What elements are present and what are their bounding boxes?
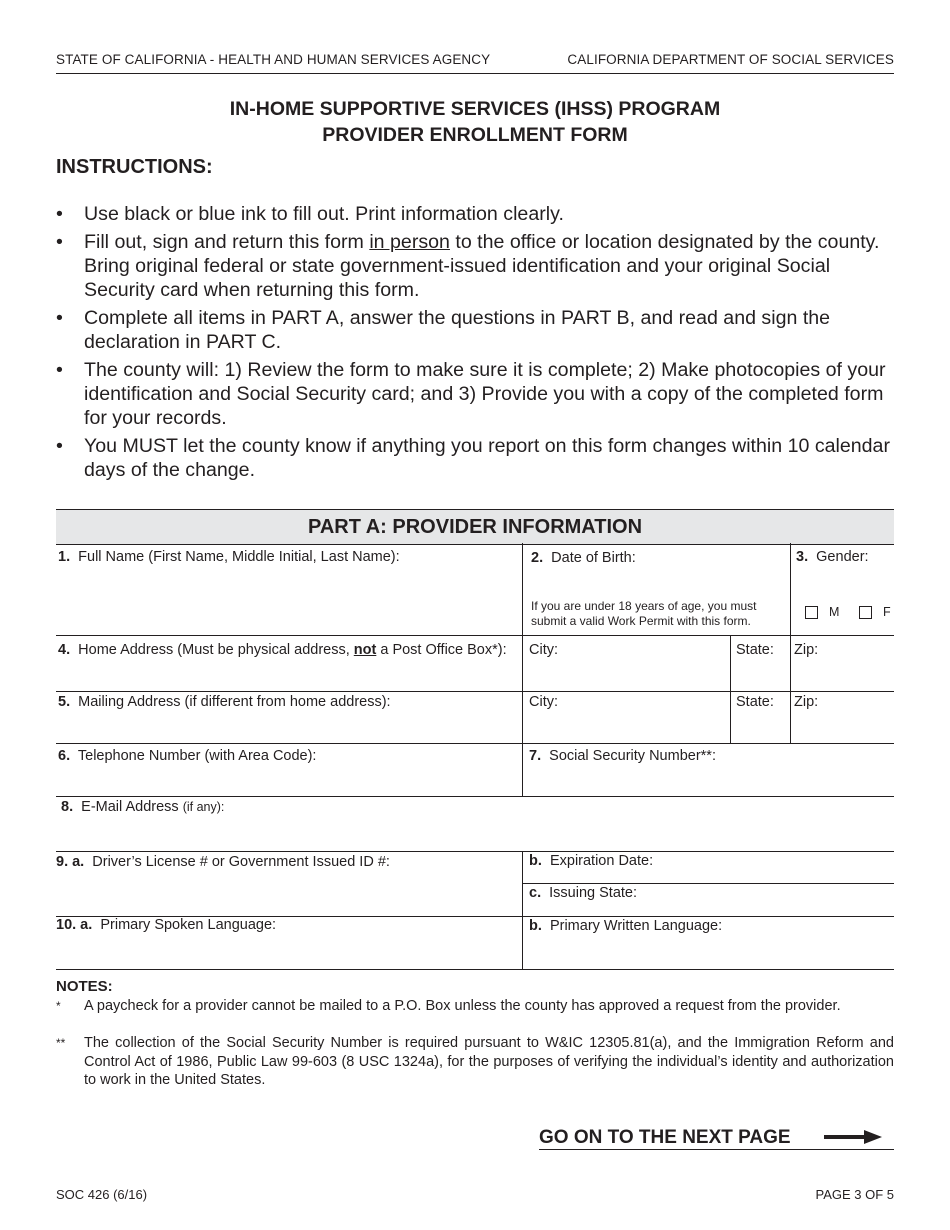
field-number: 6. [58,748,71,764]
field-label: Social Security Number**: [549,748,716,764]
gender-f-label: F [883,605,891,619]
gender-m-label: M [829,605,840,619]
field-label: E-Mail Address [81,799,179,815]
field-label: a Post Office Box*): [376,642,507,658]
field-number: 1. [58,549,71,565]
field-number: 7. [529,748,542,764]
row-divider [56,851,894,852]
form-number: SOC 426 (6/16) [56,1187,148,1202]
note-ssn [56,1034,894,1090]
instruction-text: Complete all items in PART A, answer the questions in PART B, and read and sign the declaration in PART C. [84,307,831,353]
form-title-line-2: PROVIDER ENROLLMENT FORM [322,124,628,146]
gender-field [796,549,869,565]
email-field[interactable] [61,799,224,815]
note-marker: * [56,999,61,1013]
date-of-birth-field[interactable] [531,550,636,566]
field-label: Telephone Number (with Area Code): [77,748,317,764]
field-label: Date of Birth: [551,550,636,566]
column-divider [522,743,523,797]
field-label-emphasis: not [353,642,377,658]
telephone-field[interactable] [58,748,316,764]
row-divider [56,691,894,692]
instruction-text: The county will: 1) Review the form to make sure it is complete; 2) Make photocopies of your identification and Social Security card; and 3) Provide you with a copy of the completed form for your records. [84,359,886,429]
field-number: 3. [796,549,809,565]
field-label: Issuing State: [549,885,638,901]
instruction-item [56,202,896,226]
expiration-date-field[interactable] [529,853,653,869]
field-number: b. [529,853,542,869]
field-number: c. [529,885,542,901]
note-marker: ** [56,1036,66,1050]
column-divider [790,543,791,744]
instruction-text: Fill out, sign and return this form [84,231,370,253]
note-text: A paycheck for a provider cannot be mailed to a P.O. Box unless the county has approved a request from the provider. [84,998,841,1014]
field-label: Expiration Date: [549,853,654,869]
field-label: Driver’s License # or Government Issued ID #: [92,854,390,870]
row-divider [56,796,894,797]
agency-name: STATE OF CALIFORNIA - HEALTH AND HUMAN SERVICES AGENCY [56,52,491,67]
home-zip-field[interactable]: Zip: [794,642,819,658]
form-title-line-1: IN-HOME SUPPORTIVE SERVICES (IHSS) PROGRAM [229,98,721,120]
field-number: 8. [61,799,74,815]
instruction-text: to the office or location designated by the county. Bring original federal or state government-issued identification and your original Social Security card when returning this form. [84,231,880,301]
page-number: PAGE 3 OF 5 [815,1187,894,1202]
row-divider [522,883,894,884]
field-number: 10. a. [56,917,93,933]
field-number: 5. [58,694,71,710]
gender-m-checkbox[interactable] [805,606,818,619]
instruction-item [56,230,896,302]
field-label: Full Name (First Name, Middle Initial, Last Name): [78,549,400,565]
mailing-city-field[interactable]: City: [529,694,558,710]
note-text: The collection of the Social Security Number is required pursuant to W&IC 12305.81(a), and the Immigration Reform and Control Act of 1986, Public Law 99-603 (8 USC 1324a), for the purposes of verifying the individual’s identity and authorization to work in the United States. [84,1035,894,1088]
field-label: Gender: [816,549,869,565]
instruction-item [56,306,896,354]
field-number: 9. a. [56,854,85,870]
instruction-text: Use black or blue ink to fill out. Print information clearly. [84,203,564,225]
instructions-list [56,202,896,486]
column-divider [522,851,523,969]
field-label: Mailing Address (if different from home address): [78,694,391,710]
gender-f-checkbox[interactable] [859,606,872,619]
row-divider [56,635,894,636]
field-label: Primary Spoken Language: [100,917,277,933]
mailing-address-field[interactable] [58,694,391,710]
instruction-text: You MUST let the county know if anything you report on this form changes within 10 calendar days of the change. [84,435,890,481]
field-number: 4. [58,642,71,658]
part-a-heading: PART A: PROVIDER INFORMATION [56,509,894,545]
column-divider [730,635,731,744]
work-permit-note: If you are under 18 years of age, you must submit a valid Work Permit with this form. [531,599,757,628]
row-divider [56,969,894,970]
field-label-note: (if any): [182,800,225,814]
field-label: Home Address (Must be physical address, [78,642,354,658]
instructions-heading: INSTRUCTIONS: [56,156,213,178]
home-city-field[interactable]: City: [529,642,558,658]
instruction-emphasis: in person [369,231,450,253]
field-number: b. [529,918,542,934]
mailing-zip-field[interactable]: Zip: [794,694,819,710]
column-divider [522,543,523,744]
full-name-field[interactable] [58,549,400,565]
next-page-label: GO ON TO THE NEXT PAGE [539,1127,791,1148]
instruction-item [56,358,896,430]
row-divider [56,743,894,744]
ssn-field[interactable] [529,748,716,764]
field-number: 2. [531,550,544,566]
instruction-item [56,434,896,482]
issuing-state-field[interactable] [529,885,637,901]
field-label: Primary Written Language: [549,918,723,934]
header-divider [56,73,894,74]
spoken-language-field[interactable] [56,917,276,933]
written-language-field[interactable] [529,918,722,934]
home-state-field[interactable]: State: [736,642,774,658]
footer-divider [539,1149,894,1150]
home-address-field[interactable] [58,642,507,658]
notes-heading: NOTES: [56,978,113,995]
arrow-right-icon [824,1130,882,1144]
drivers-license-field[interactable] [56,854,390,870]
department-name: CALIFORNIA DEPARTMENT OF SOCIAL SERVICES [567,52,894,67]
mailing-state-field[interactable]: State: [736,694,774,710]
note-po-box [56,997,894,1016]
